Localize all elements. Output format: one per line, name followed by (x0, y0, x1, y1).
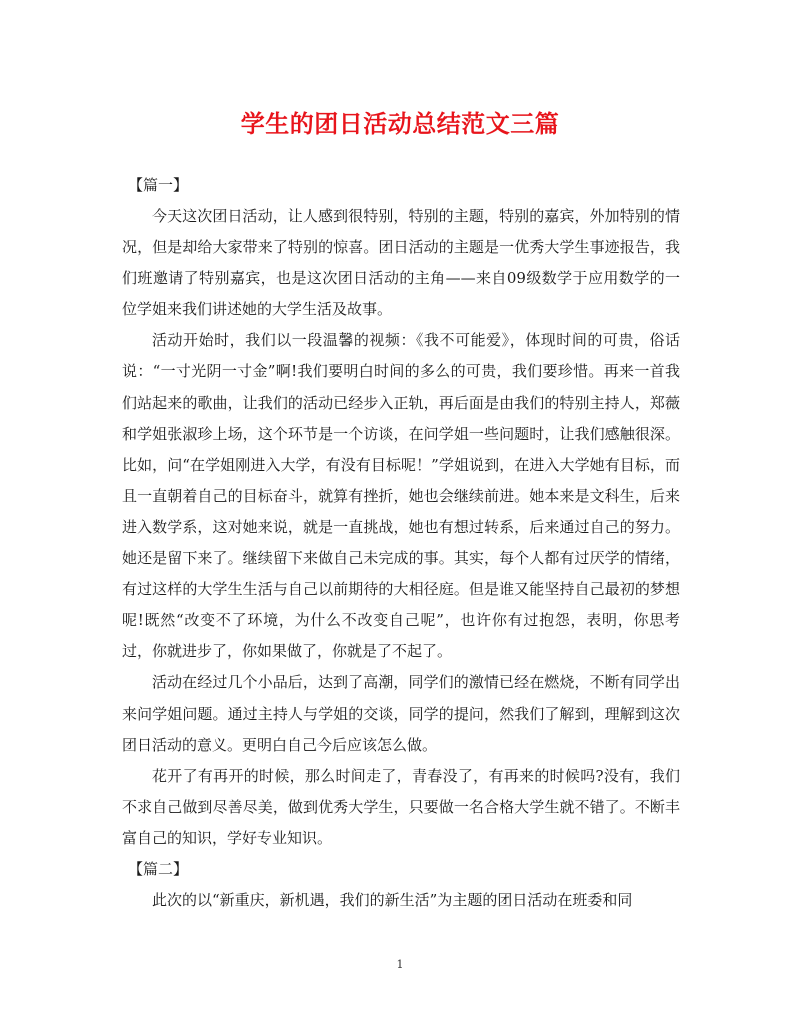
paragraph: 活动在经过几个小品后，达到了高潮，同学们的激情已经在燃烧，不断有同学出来问学姐问题。通过主持人与学姐的交谈，同学的提问，然我们了解到，理解到这次团日活动的意义。更明白自己今后应该怎么做。 (122, 673, 680, 754)
section-heading: 【篇一】 (128, 176, 189, 194)
paragraph: 今天这次团日活动，让人感到很特别，特别的主题，特别的嘉宾，外加特别的情况，但是却给大家带来了特别的惊喜。团日活动的主题是一优秀大学生事迹报告，我们班邀请了特别嘉宾，也是这次团日活动的主角——来自09级数学于应用数学的一位学姐来我们讲述她的大学生活及故事。 (122, 207, 680, 319)
section-1 (122, 170, 680, 854)
section-2 (122, 854, 680, 916)
paragraph: 此次的以“新重庆，新机遇，我们的新生活”为主题的团日活动在班委和同 (152, 890, 633, 909)
section-heading: 【篇二】 (128, 859, 189, 878)
page-number: 1 (396, 958, 404, 971)
paragraph: 花开了有再开的时候，那么时间走了，青春没了，有再来的时候吗?没有，我们不求自己做到尽善尽美，做到优秀大学生，只要做一名合格大学生就不错了。不断丰富自己的知识，学好专业知识。 (122, 766, 680, 847)
document-title: 学生的团日活动总结范文三篇 (240, 109, 560, 138)
paragraph: 活动开始时，我们以一段温馨的视频：《我不可能爱》，体现时间的可贵，俗话说：“一寸光阴一寸金”啊!我们要明白时间的多么的可贵，我们要珍惜。再来一首我们站起来的歌曲，让我们的活动已经步入正轨，再后面是由我们的特别主持人，郑薇和学姐张淑珍上场，这个环节是一个访谈，在问学姐一些问题时，让我们感触很深。比如，问“在学姐刚进入大学，有没有目标呢！”学姐说到，在进入大学她有目标，而且一直朝着自己的目标奋斗，就算有挫折，她也会继续前进。她本来是文科生，后来进入数学系，这对她来说，就是一直挑战，她也有想过转系，后来通过自己的努力。她还是留下来了。继续留下来做自己未完成的事。其实，每个人都有过厌学的情绪，有过这样的大学生生活与自己以前期待的大相径庭。但是谁又能坚持自己最初的梦想呢!既然“改变不了环境，为什么不改变自己呢”，也许你有过抱怨，表明，你思考过，你就进步了，你如果做了，你就是了不起了。 (122, 331, 680, 661)
document-body (122, 170, 680, 916)
